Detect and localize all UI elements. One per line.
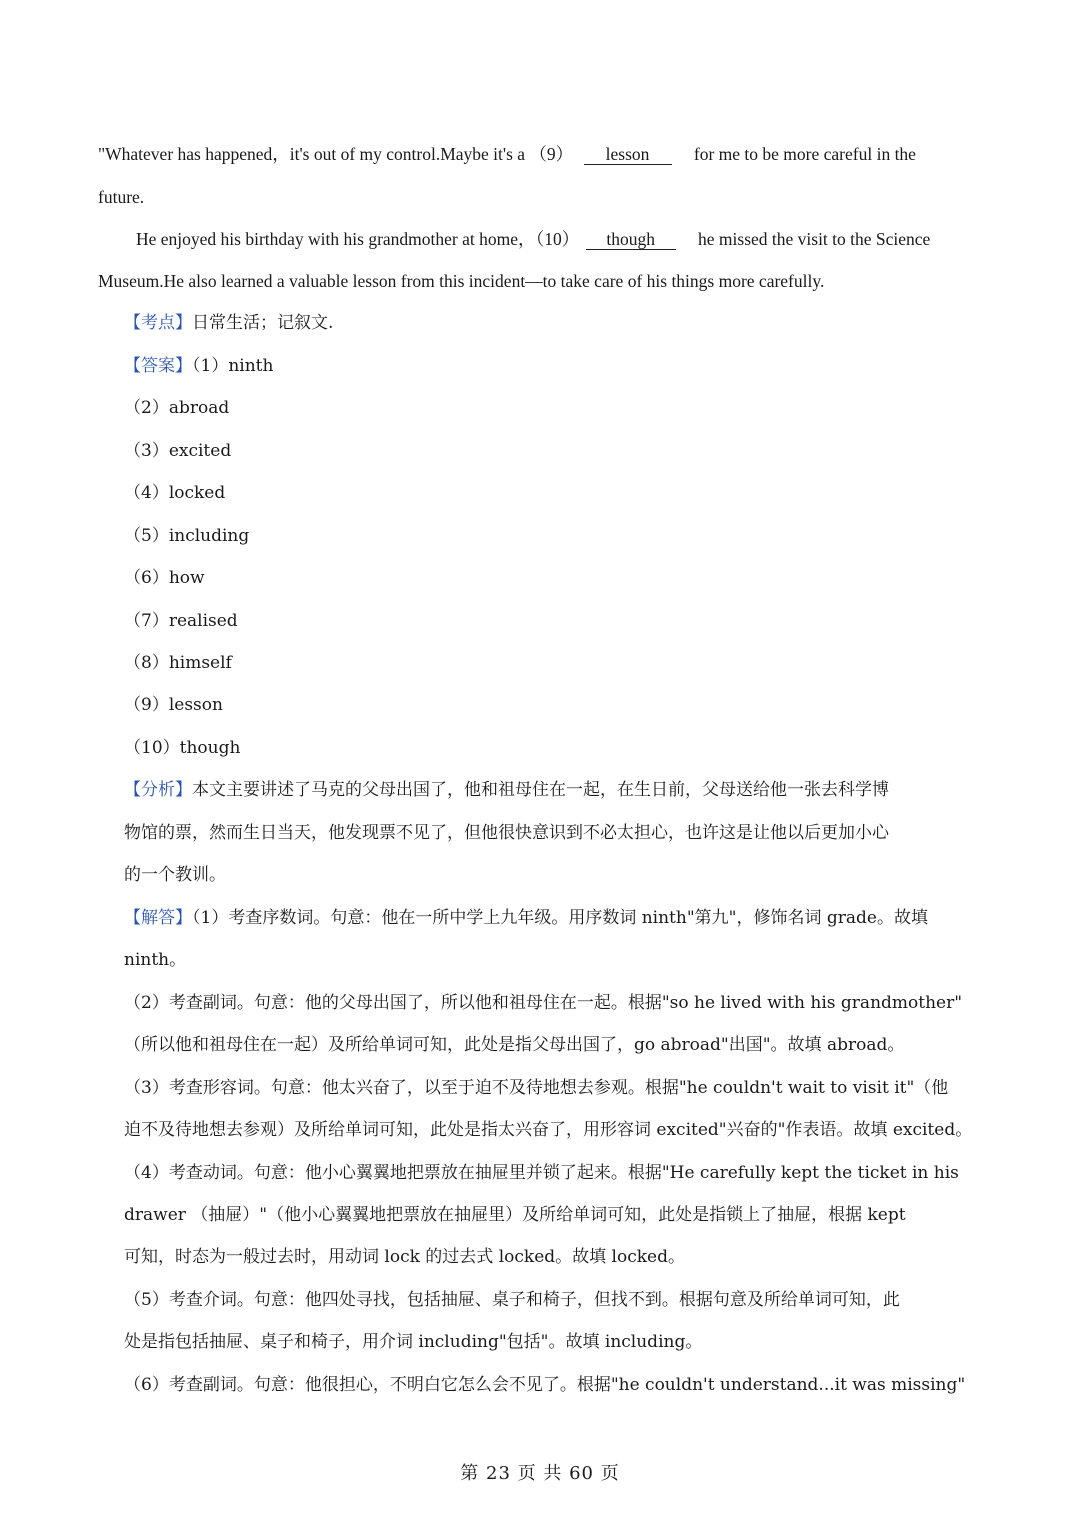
solution-line-2: ninth。	[124, 950, 187, 970]
solution-line-9: 可知，时态为一般过去时，用动词 lock 的过去式 locked。故填 locked。	[124, 1247, 685, 1267]
solution-line-10: （5）考查介词。句意：他四处寻找，包括抽屉、桌子和椅子，但找不到。根据句意及所给单词可知，此	[124, 1290, 900, 1310]
solution-line-7: （4）考查动词。句意：他小心翼翼地把票放在抽屉里并锁了起来。根据"He carefully kept the ticket in his	[124, 1163, 959, 1183]
kaodian-label: 【考点】	[124, 313, 192, 333]
solution-line-11: 处是指包括抽屉、桌子和椅子，用介词 including"包括"。故填 including。	[124, 1332, 703, 1352]
analysis-line-1: 本文主要讲述了马克的父母出国了，他和祖母住在一起，在生日前，父母送给他一张去科学博	[192, 780, 889, 800]
solution-label: 【解答】	[124, 908, 192, 928]
solution-line-6: 迫不及待地想去参观）及所给单词可知，此处是指太兴奋了，用形容词 excited"兴奋的"作表语。故填 excited。	[124, 1120, 973, 1140]
blank-9-before: "Whatever has happened，it's out of my control.Maybe it's a （9）	[98, 144, 574, 164]
analysis-line-3: 的一个教训。	[124, 865, 226, 885]
answer-item-9: （9）lesson	[124, 695, 223, 715]
answer-item-2: （2）abroad	[124, 398, 230, 418]
analysis-label: 【分析】	[124, 780, 192, 800]
passage-line-9	[98, 142, 984, 166]
kaodian-section	[124, 311, 333, 335]
answer-item-6: （6）how	[124, 568, 205, 588]
solution-line-5: （3）考查形容词。句意：他太兴奋了，以至于迫不及待地想去参观。根据"he couldn't wait to visit it"（他	[124, 1078, 949, 1098]
kaodian-text: 日常生活；记叙文.	[192, 313, 334, 333]
solution-line-1: （1）考查序数词。句意：他在一所中学上九年级。用序数词 ninth"第九"，修饰名词 grade。故填	[192, 908, 928, 928]
answer-item-5: （5）including	[124, 526, 250, 546]
answer-item-3: （3）excited	[124, 441, 232, 461]
passage-line-10-cont: Museum.He also learned a valuable lesson from this incident—to take care of his things more carefully.	[98, 271, 825, 291]
blank-10-before: He enjoyed his birthday with his grandmother at home，（10）	[136, 229, 580, 249]
answer-item-7: （7）realised	[124, 611, 238, 631]
blank-9-answer: lesson	[584, 144, 672, 165]
solution-line-8: drawer （抽屉）"（他小心翼翼地把票放在抽屉里）及所给单词可知，此处是指锁上了抽屉，根据 kept	[124, 1205, 906, 1225]
page-number-footer: 第 23 页 共 60 页	[460, 1463, 620, 1484]
passage-line-10	[136, 227, 930, 251]
answer-item-10: （10）though	[124, 738, 241, 758]
solution-line-3: （2）考查副词。句意：他的父母出国了，所以他和祖母住在一起。根据"so he lived with his grandmother"	[124, 993, 963, 1013]
solution-section	[124, 906, 928, 930]
solution-line-4: （所以他和祖母住在一起）及所给单词可知，此处是指父母出国了，go abroad"出国"。故填 abroad。	[124, 1035, 905, 1055]
answer-item-4: （4）locked	[124, 483, 226, 503]
analysis-section	[124, 778, 889, 802]
solution-line-12: （6）考查副词。句意：他很担心，不明白它怎么会不见了。根据"he couldn't understand...it was missing"	[124, 1375, 966, 1395]
passage-line-9-cont: future.	[98, 187, 145, 207]
blank-9-after: for me to be more careful in the	[693, 144, 916, 164]
answer-item-8: （8）himself	[124, 653, 232, 673]
blank-10-after: he missed the visit to the Science	[698, 229, 931, 249]
blank-10-answer: though	[586, 229, 676, 250]
analysis-line-2: 物馆的票，然而生日当天，他发现票不见了，但他很快意识到不必太担心，也许这是让他以后更加小心	[124, 823, 889, 843]
answer-item-1: （1）ninth	[192, 356, 274, 376]
answer-label: 【答案】	[124, 356, 192, 376]
answer-section	[124, 354, 273, 378]
